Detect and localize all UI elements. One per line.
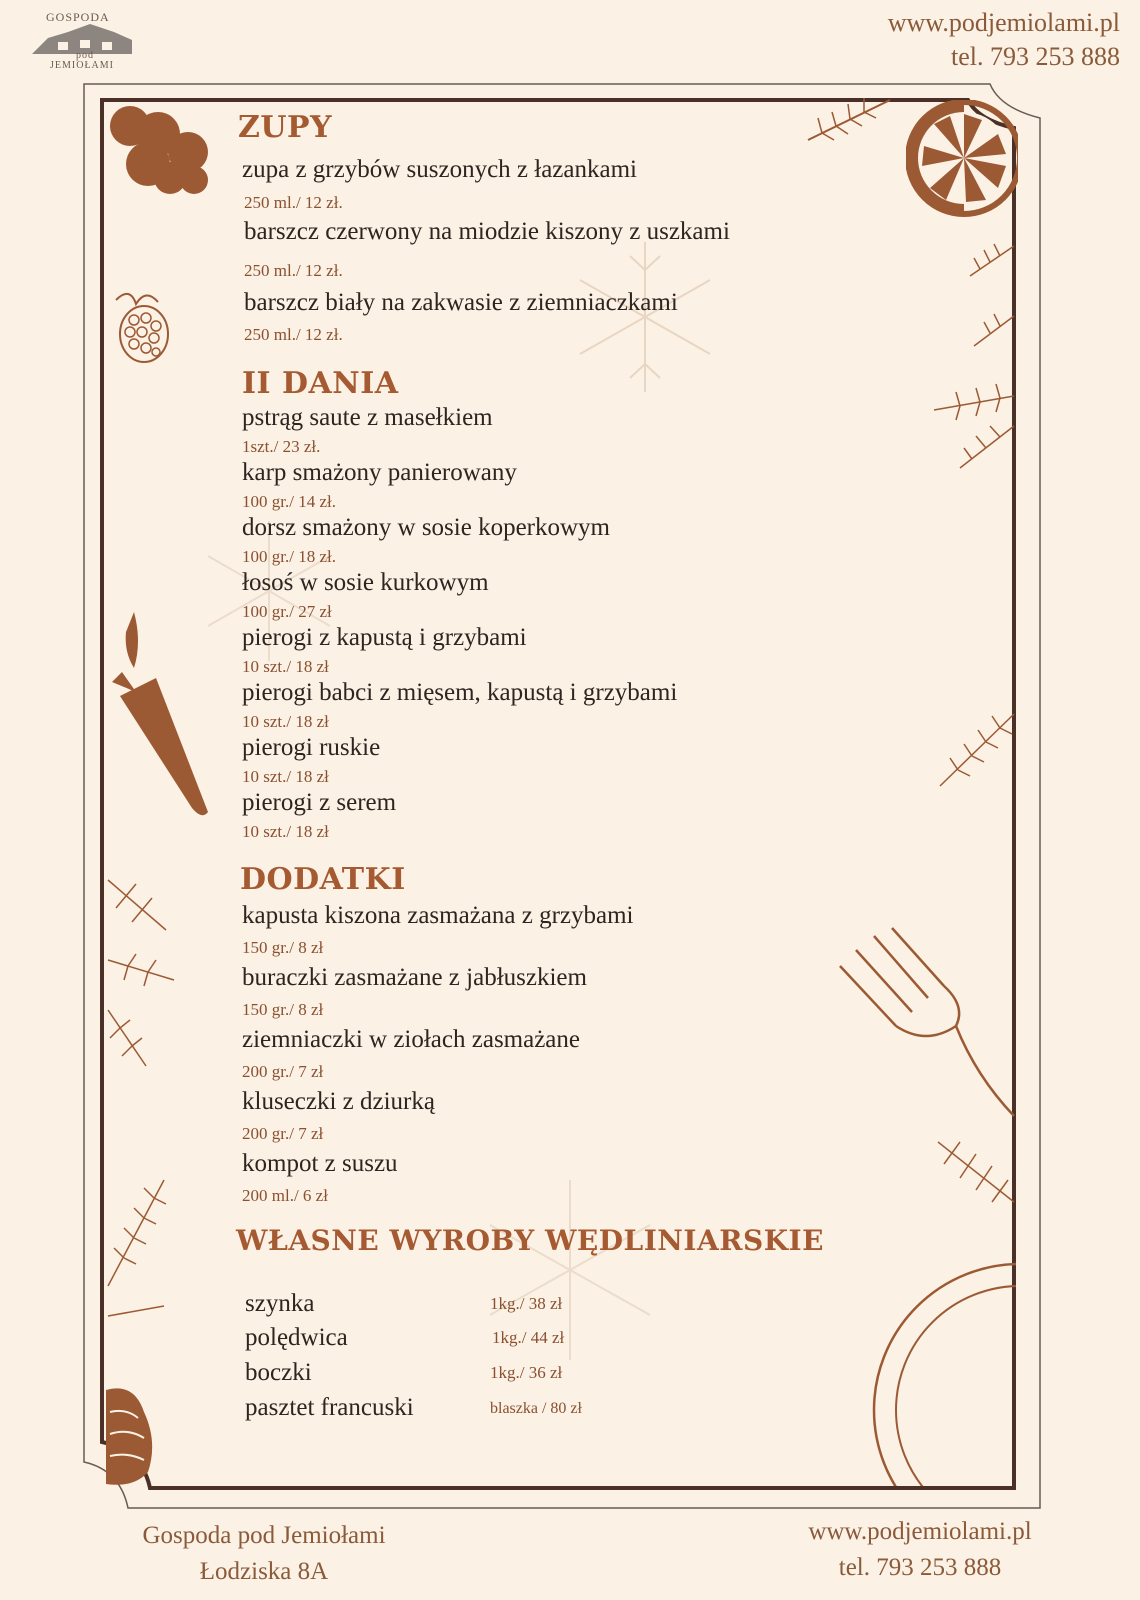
footer-phone: tel. 793 253 888	[838, 1554, 1002, 1581]
plate-icon	[870, 1260, 1016, 1486]
snowflake-icon	[570, 232, 720, 402]
menu-item-name: barszcz biały na zakwasie z ziemniaczkami	[244, 289, 678, 316]
menu-item-price: 200 gr./ 7 zł	[242, 1062, 324, 1081]
menu-item-price: 200 gr./ 7 zł	[242, 1124, 324, 1143]
menu-item-name: boczki	[245, 1359, 312, 1386]
fir-branches-left-icon	[106, 870, 176, 1070]
fir-branch-icon	[806, 96, 892, 142]
menu-item-price: 10 szt./ 18 zł	[242, 657, 329, 676]
menu-item-name: pierogi babci z mięsem, kapustą i grzybami	[242, 679, 678, 706]
menu-item-name: buraczki zasmażane z jabłuszkiem	[242, 964, 587, 991]
pinecone-icon	[104, 1382, 158, 1488]
menu-item-price: 150 gr./ 8 zł	[242, 938, 324, 957]
logo-bottom-text: JEMIOŁAMI	[50, 60, 114, 71]
orange-slice-icon	[906, 100, 1018, 230]
footer-contact	[770, 1514, 1070, 1586]
menu-item-name: pstrąg saute z masełkiem	[242, 404, 493, 431]
menu-item-price: 10 szt./ 18 zł	[242, 712, 329, 731]
fir-branch-bottom-left-icon	[104, 1176, 174, 1336]
grapes-icon	[108, 104, 218, 196]
footer-address-line: Łodziska 8A	[199, 1558, 329, 1585]
fir-branch-lower-icon	[936, 1138, 1016, 1208]
menu-item-price: 200 ml./ 6 zł	[242, 1186, 328, 1205]
header-phone: tel. 793 253 888	[951, 42, 1120, 71]
section-title-dodatki: DODATKI	[240, 862, 406, 897]
menu-item-price: 250 ml./ 12 zł.	[244, 325, 343, 344]
menu-item-price: 1kg./ 44 zł	[492, 1328, 565, 1347]
fork-icon	[836, 926, 1016, 1126]
menu-item-price: 100 gr./ 27 zł	[242, 602, 332, 621]
menu-item-price: 1kg./ 38 zł	[490, 1294, 563, 1313]
menu-item-name: dorsz smażony w sosie koperkowym	[242, 514, 610, 541]
menu-item-name: łosoś w sosie kurkowym	[242, 569, 489, 596]
menu-item-price: 250 ml./ 12 zł.	[244, 261, 343, 280]
menu-item-name: karp smażony panierowany	[242, 459, 517, 486]
menu-item-price: 150 gr./ 8 zł	[242, 1000, 324, 1019]
section-title-wedliny: WŁASNE WYROBY WĘDLINIARSKIE	[236, 1224, 824, 1257]
menu-item-price: 1szt./ 23 zł.	[242, 437, 321, 456]
header-website-link[interactable]: www.podjemiolami.pl	[887, 8, 1120, 37]
menu-item-price: 100 gr./ 18 zł.	[242, 547, 336, 566]
menu-item-name: pierogi ruskie	[242, 734, 381, 761]
menu-item-name: kluseczki z dziurką	[242, 1088, 435, 1115]
footer-website-link[interactable]: www.podjemiolami.pl	[808, 1518, 1032, 1545]
fir-branch-mid-icon	[936, 710, 1016, 790]
fir-branches-right-icon	[930, 236, 1016, 486]
menu-item-name: zupa z grzybów suszonych z łazankami	[242, 156, 637, 183]
menu-item-price: 10 szt./ 18 zł	[242, 767, 329, 786]
footer-restaurant-name: Gospoda pod Jemiołami	[142, 1522, 386, 1549]
menu-item-price: 1kg./ 36 zł	[490, 1363, 563, 1382]
raspberry-icon	[106, 280, 176, 370]
logo-mid-text: pod	[76, 50, 94, 61]
section-title-zupy: ZUPY	[238, 110, 333, 145]
menu-item-price: 100 gr./ 14 zł.	[242, 492, 336, 511]
section-title-dania: II DANIA	[242, 366, 399, 401]
menu-item-name: pierogi z serem	[242, 789, 397, 816]
menu-item-name: pierogi z kapustą i grzybami	[242, 624, 527, 651]
menu-item-name: szynka	[245, 1290, 315, 1317]
menu-item-price: 250 ml./ 12 zł.	[244, 193, 343, 212]
menu-item-name: polędwica	[245, 1324, 348, 1351]
menu-item-price: 10 szt./ 18 zł	[242, 822, 329, 841]
menu-item-name: kompot z suszu	[242, 1150, 398, 1177]
menu-item-name: kapusta kiszona zasmażana z grzybami	[242, 902, 634, 929]
menu-item-name: barszcz czerwony na miodzie kiszony z uszkami	[244, 218, 730, 245]
menu-item-price: blaszka / 80 zł	[490, 1400, 582, 1417]
menu-item-name: pasztet francuski	[245, 1394, 414, 1421]
footer-address	[108, 1518, 420, 1590]
logo-top-text: GOSPODA	[46, 10, 110, 24]
menu-item-name: ziemniaczki w ziołach zasmażane	[242, 1026, 581, 1053]
